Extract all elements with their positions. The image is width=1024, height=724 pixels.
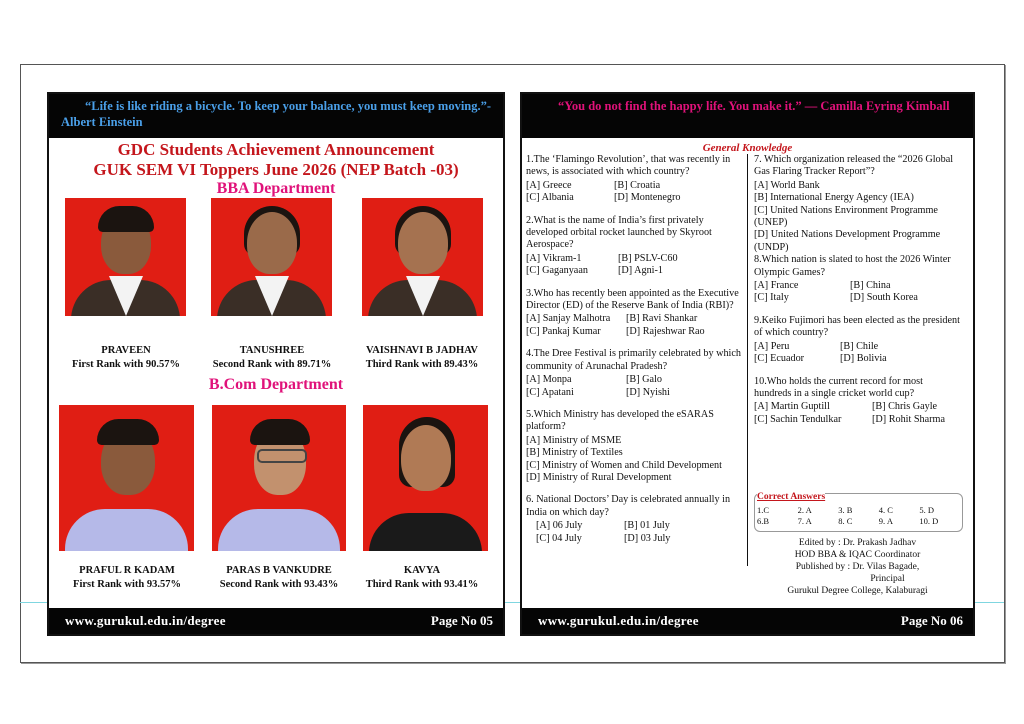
question-text: 9.Keiko Fujimori has been elected as the president of which country? [754, 314, 960, 339]
question-text: 1.The ‘Flamingo Revolution’, that was recently in news, is associated with which country? [526, 154, 731, 178]
student-caption [347, 564, 497, 592]
question-block [754, 315, 962, 366]
question-block [526, 288, 742, 339]
publisher-title: Principal [870, 574, 905, 584]
option-a: [A] 06 July [536, 520, 583, 532]
answer-item: 1.C [757, 505, 770, 515]
quote-text: “Life is like riding a bicycle. To keep your balance, you must keep moving.”- Albert Einstein [61, 99, 492, 129]
option-b: [B] 01 July [624, 520, 670, 532]
student-name: PRAFUL R KADAM [79, 565, 175, 576]
student-photo [65, 198, 186, 316]
option-c: [C] Apatani [526, 386, 574, 398]
student-rank: Third Rank with 93.41% [365, 579, 479, 590]
page-06 [520, 92, 975, 636]
student-name: PARAS B VANKUDRE [226, 565, 332, 576]
question-block [526, 348, 742, 399]
question-text: 6. National Doctors’ Day is celebrated annually in India on which day? [526, 494, 731, 518]
option-b: [B] Chris Gayle [872, 401, 938, 413]
question-text: 5.Which Ministry has developed the eSARAS platform? [526, 408, 714, 433]
page-05 [47, 92, 505, 636]
option-a: [A] Peru [754, 340, 790, 352]
quote-bar [49, 94, 503, 138]
option-c: [C] Albania [526, 192, 574, 204]
question-text: 2.What is the name of India’s first privately developed orbital rocket launched by Skyroot Aerospace? [526, 214, 712, 251]
answers-grid [757, 505, 960, 526]
answer-item: 6.B [757, 516, 770, 526]
student-caption [51, 344, 201, 372]
student-rank: Second Rank with 89.71% [212, 359, 332, 370]
option-b: [B] Ministry of Textiles [526, 447, 623, 459]
page-number: Page No 05 [430, 613, 493, 628]
question-text: 10.Who holds the current record for most hundreds in a single cricket world cup? [754, 375, 923, 399]
question-block [526, 154, 742, 205]
option-c: [C] Sachin Tendulkar [754, 413, 842, 425]
student-photo [362, 198, 483, 316]
quiz-column-left [526, 154, 742, 545]
student-rank: Second Rank with 93.43% [219, 579, 339, 590]
option-d: [D] 03 July [624, 532, 671, 544]
option-b: [B] Ravi Shankar [626, 313, 698, 325]
announcement-heading: GDC Students Achievement Announcement [117, 140, 435, 159]
editor-line: Edited by : Dr. Prakash Jadhav [798, 538, 917, 548]
question-block [526, 215, 742, 278]
option-a: [A] France [754, 280, 799, 292]
answer-item: 8. C [838, 516, 853, 526]
option-d: [D] Agni-1 [618, 265, 663, 277]
option-d: [D] Rajeshwar Rao [626, 325, 705, 337]
quote-bar [522, 94, 973, 138]
option-d: [D] Nyishi [626, 386, 670, 398]
option-d: [D] United Nations Development Programme (UNDP) [754, 229, 941, 253]
column-divider [747, 154, 748, 566]
question-block [526, 409, 742, 484]
student-photo [211, 198, 332, 316]
question-block [754, 254, 962, 305]
answer-item: 3. B [838, 505, 853, 515]
bba-department-heading: BBA Department [216, 180, 336, 197]
student-name: KAVYA [403, 565, 441, 576]
option-b: [B] Croatia [614, 179, 661, 191]
option-c: [C] 04 July [536, 532, 582, 544]
student-caption [52, 564, 202, 592]
option-a: [A] World Bank [754, 179, 820, 191]
option-a: [A] Vikram-1 [526, 252, 582, 264]
quote-text: “You do not find the happy life. You make it.” — Camilla Eyring Kimball [558, 99, 950, 113]
option-b: [B] PSLV-C60 [618, 252, 678, 264]
answer-item: 5. D [919, 505, 935, 515]
option-b: [B] Chile [840, 340, 879, 352]
publisher-line: Published by : Dr. Vilas Bagade, [795, 562, 920, 572]
correct-answers-box [754, 493, 963, 532]
page-number: Page No 06 [900, 613, 963, 628]
student-caption [204, 564, 354, 592]
option-c: [C] United Nations Environment Programme (UNEP) [754, 204, 938, 229]
student-rank: First Rank with 93.57% [73, 579, 181, 590]
option-c: [C] Gaganyaan [526, 265, 588, 277]
bcom-department-heading: B.Com Department [208, 376, 344, 393]
option-b: [B] Galo [626, 374, 662, 386]
option-b: [B] International Energy Agency (IEA) [754, 192, 914, 204]
option-c: [C] Pankaj Kumar [526, 325, 601, 337]
answer-item: 2. A [797, 505, 812, 515]
question-text: 3.Who has recently been appointed as the Executive Director (ED) of the Reserve Bank of India (RBI)? [526, 287, 739, 312]
answer-item: 9. A [878, 516, 893, 526]
website-link[interactable]: www.gurukul.edu.in/degree [538, 613, 699, 628]
question-block [526, 494, 742, 545]
question-text: 7. Which organization released the “2026 Global Gas Flaring Tracker Report”? [754, 154, 954, 178]
student-photo [212, 405, 346, 551]
answer-item: 7. A [797, 516, 812, 526]
option-a: [A] Sanjay Malhotra [526, 313, 611, 325]
option-a: [A] Monpa [526, 374, 572, 386]
college-name: Gurukul Degree College, Kalaburagi [787, 586, 928, 596]
option-a: [A] Ministry of MSME [526, 434, 622, 446]
page-footer [49, 608, 503, 634]
website-link[interactable]: www.gurukul.edu.in/degree [65, 613, 226, 628]
option-a: [A] Martin Guptill [754, 401, 830, 413]
answer-item: 10. D [919, 516, 939, 526]
toppers-heading: GUK SEM VI Toppers June 2026 (NEP Batch -03) [93, 160, 459, 179]
answer-item: 4. C [878, 505, 893, 515]
student-caption [347, 344, 497, 372]
student-rank: Third Rank with 89.43% [365, 359, 479, 370]
general-knowledge-title: General Knowledge [702, 142, 793, 154]
question-text: 8.Which nation is slated to host the 2026 Winter Olympic Games? [754, 254, 951, 278]
answers-title: Correct Answers [757, 492, 826, 502]
page-footer [522, 608, 973, 634]
credits-block [754, 537, 961, 597]
editor-title: HOD BBA & IQAC Coordinator [794, 550, 921, 560]
option-d: [D] Rohit Sharma [872, 413, 945, 425]
option-c: [C] Ecuador [754, 353, 805, 365]
option-c: [C] Ministry of Women and Child Development [526, 459, 722, 471]
student-rank: First Rank with 90.57% [72, 359, 180, 370]
student-caption [197, 344, 347, 372]
option-d: [D] South Korea [850, 292, 918, 304]
option-b: [B] China [850, 280, 891, 292]
student-name: VAISHNAVI B JADHAV [365, 345, 479, 356]
student-photo [363, 405, 488, 551]
student-name: TANUSHREE [239, 345, 305, 356]
question-block [754, 154, 962, 254]
student-name: PRAVEEN [101, 345, 151, 356]
question-text: 4.The Dree Festival is primarily celebrated by which community of Arunachal Pradesh? [526, 348, 741, 372]
option-a: [A] Greece [526, 179, 572, 191]
option-c: [C] Italy [754, 292, 789, 304]
question-block [754, 376, 962, 427]
option-d: [D] Montenegro [614, 192, 681, 204]
option-d: [D] Bolivia [840, 353, 887, 365]
student-photo [59, 405, 194, 551]
option-d: [D] Ministry of Rural Development [526, 471, 672, 483]
quiz-column-right [754, 154, 962, 426]
